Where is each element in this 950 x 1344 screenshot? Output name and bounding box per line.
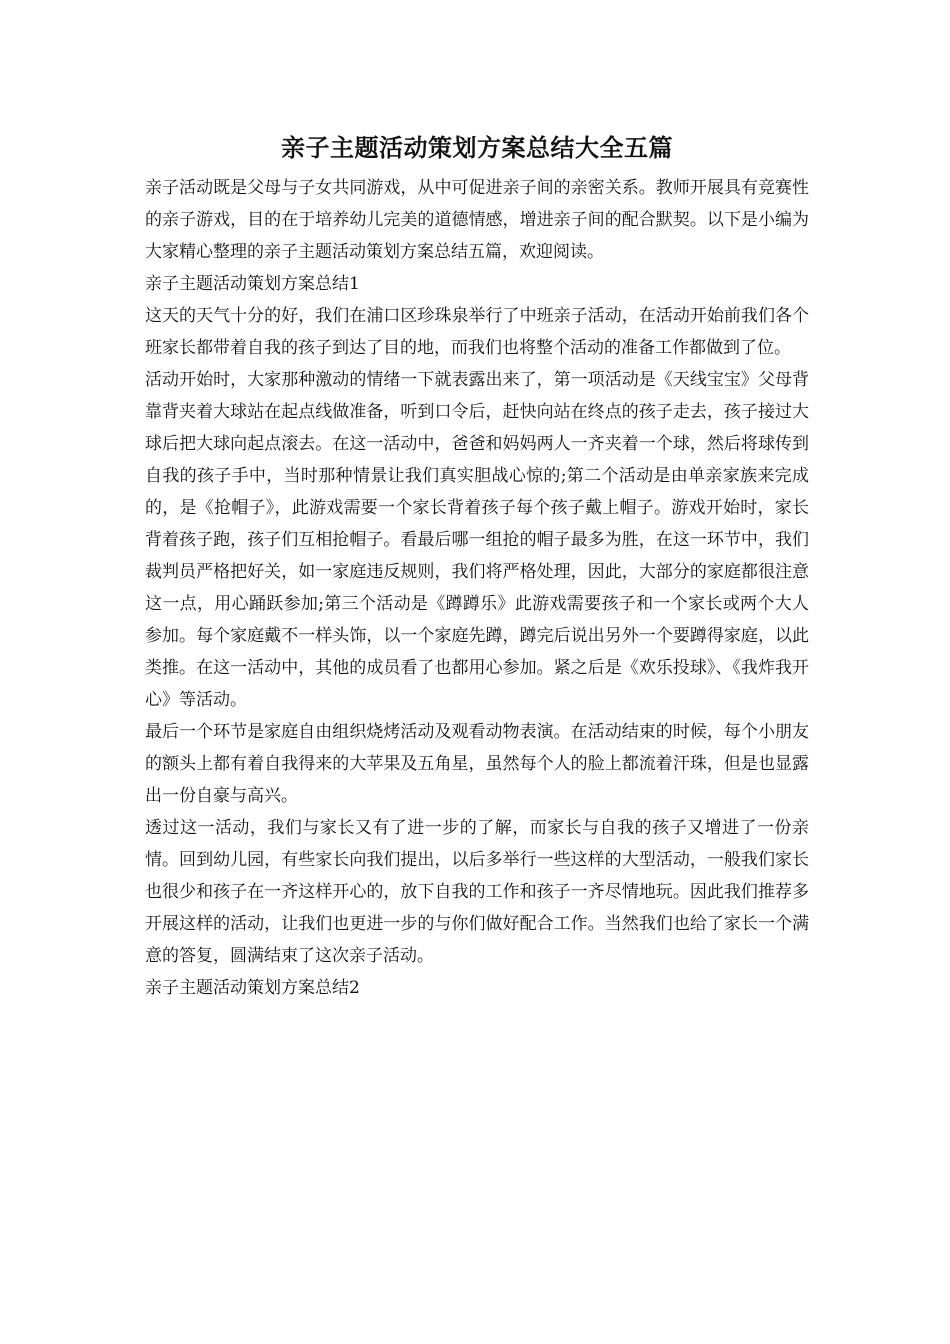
- section-1-paragraph-2: 活动开始时，大家那种激动的情绪一下就表露出来了，第一项活动是《天线宝宝》父母背靠背夹着大球站在起点线做准备，听到口令后，赶快向站在终点的孩子走去，孩子接过大球后把大球向起点滚去。在这一活动中，爸爸和妈妈两人一齐夹着一个球，然后将球传到自我的孩子手中，当时那种情景让我们真实胆战心惊的;第二个活动是由单亲家族来完成的，是《抢帽子》，此游戏需要一个家长背着孩子每个孩子戴上帽子。游戏开始时，家长背着孩子跑，孩子们互相抢帽子。看最后哪一组抢的帽子最多为胜，在这一环节中，我们裁判员严格把好关，如一家庭违反规则，我们将严格处理，因此，大部分的家庭都很注意这一点，用心踊跃参加;第三个活动是《蹲蹲乐》此游戏需要孩子和一个家长或两个大人参加。每个家庭戴不一样头饰，以一个家庭先蹲，蹲完后说出另外一个要蹲得家庭，以此类推。在这一活动中，其他的成员看了也都用心参加。紧之后是《欢乐投球》、《我炸我开心》等活动。: [145, 370, 809, 710]
- section-1-paragraph-3: 最后一个环节是家庭自由组织烧烤活动及观看动物表演。在活动结束的时候，每个小朋友的额头上都有着自我得来的大苹果及五角星，虽然每个人的脸上都流着汗珠，但是也显露出一份自豪与高兴。: [145, 722, 809, 806]
- section-1-paragraph-4: 透过这一活动，我们与家长又有了进一步的了解，而家长与自我的孩子又增进了一份亲情。回到幼儿园，有些家长向我们提出，以后多举行一些这样的大型活动，一般我们家长也很少和孩子在一齐这样开心的，放下自我的工作和孩子一齐尽情地玩。因此我们推荐多开展这样的活动，让我们也更进一步的与你们做好配合工作。当然我们也给了家长一个满意的答复，圆满结束了这次亲子活动。: [145, 818, 809, 966]
- document-page: [145, 128, 809, 1004]
- section-heading-2: 亲子主题活动策划方案总结2: [145, 978, 360, 998]
- document-title: 亲子主题活动策划方案总结大全五篇: [281, 133, 673, 162]
- section-heading-1: 亲子主题活动策划方案总结1: [145, 274, 360, 294]
- intro-paragraph: 亲子活动既是父母与子女共同游戏，从中可促进亲子间的亲密关系。教师开展具有竞赛性的亲子游戏，目的在于培养幼儿完美的道德情感，增进亲子间的配合默契。以下是小编为大家精心整理的亲子主题活动策划方案总结五篇，欢迎阅读。: [145, 178, 809, 262]
- section-1-paragraph-1: 这天的天气十分的好，我们在浦口区珍珠泉举行了中班亲子活动，在活动开始前我们各个班家长都带着自我的孩子到达了目的地，而我们也将整个活动的准备工作都做到了位。: [145, 306, 809, 358]
